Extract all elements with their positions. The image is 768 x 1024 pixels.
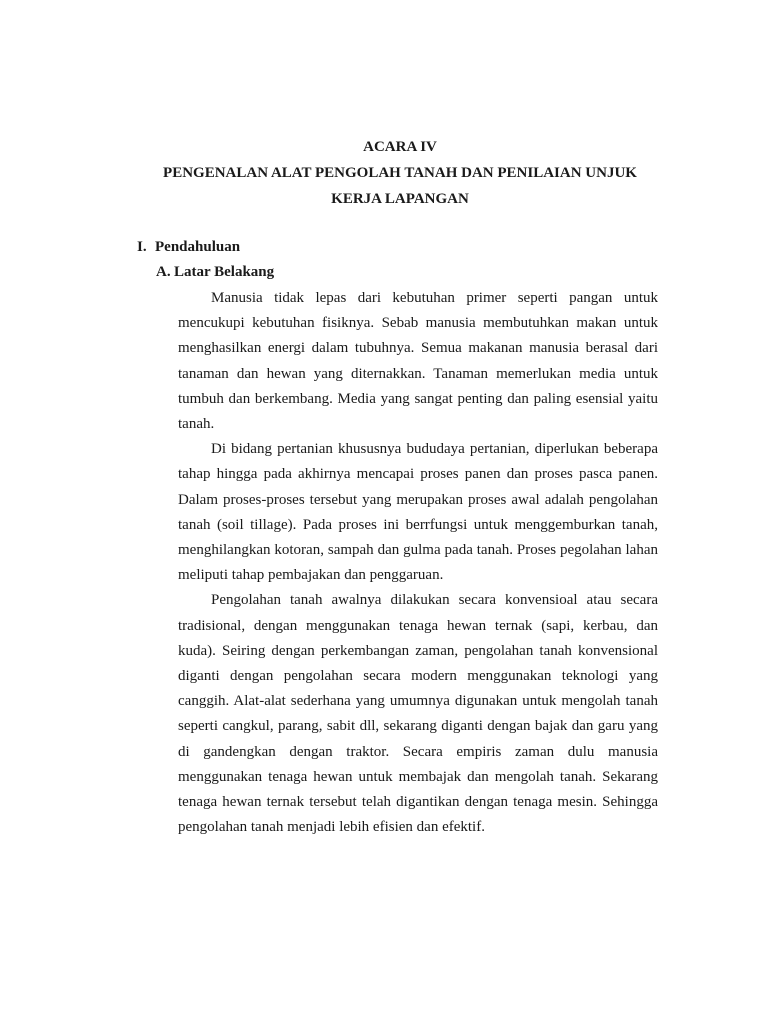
subsection-letter: A. [156, 264, 171, 280]
paragraph-2: Di bidang pertanian khususnya bududaya pertanian, diperlukan beberapa tahap hingga pada akhirnya mencapai proses panen dan proses pasca panen. Dalam proses-proses tersebut yang merupakan proses awal adalah pengolahan tanah (soil tillage). Pada proses ini berrfungsi untuk menggemburkan tanah, menghilangkan kotoran, sampah dan gulma pada tanah. Proses pegolahan lahan meliputi tahap pembajakan dan penggaruan. [178, 441, 658, 584]
subsection-heading-text: Latar Belakang [174, 264, 275, 280]
section-heading [137, 236, 240, 258]
title-line-2: PENGENALAN ALAT PENGOLAH TANAH DAN PENILAIAN UNJUK [163, 165, 637, 181]
paragraph-1: Manusia tidak lepas dari kebutuhan primer seperti pangan untuk mencukupi kebutuhan fisiknya. Sebab manusia membutuhkan makan untuk menghasilkan energi dalam tubuhnya. Semua makanan manusia berasal dari tanaman dan hewan yang diternakkan. Tanaman memerlukan media untuk tumbuh dan berkembang. Media yang sangat penting dan paling esensial yaitu tanah. [178, 290, 658, 433]
paragraph-3: Pengolahan tanah awalnya dilakukan secara konvensioal atau secara tradisional, dengan menggunakan tenaga hewan ternak (sapi, kerbau, dan kuda). Seiring dengan perkembangan zaman, pengolahan tanah konvensional diganti dengan pengolahan secara modern menggunakan teknologi yang canggih. Alat-alat sederhana yang umumnya digunakan untuk mengolah tanah seperti cangkul, parang, sabit dll, sekarang diganti dengan bajak dan garu yang di gandengkan dengan traktor. Secara empiris zaman dulu manusia menggunakan tenaga hewan untuk membajak dan mengolah tanah. Sekarang tenaga hewan ternak tersebut telah digantikan dengan tenaga mesin. Sehingga pengolahan tanah menjadi lebih efisien dan efektif. [178, 592, 658, 836]
document-body [178, 286, 658, 840]
title-line-3: KERJA LAPANGAN [331, 191, 469, 207]
section-heading-text: Pendahuluan [155, 239, 241, 255]
section-number: I. [137, 239, 147, 255]
subsection-heading [156, 261, 274, 283]
title-line-1: ACARA IV [363, 139, 437, 155]
document-title [140, 134, 660, 212]
